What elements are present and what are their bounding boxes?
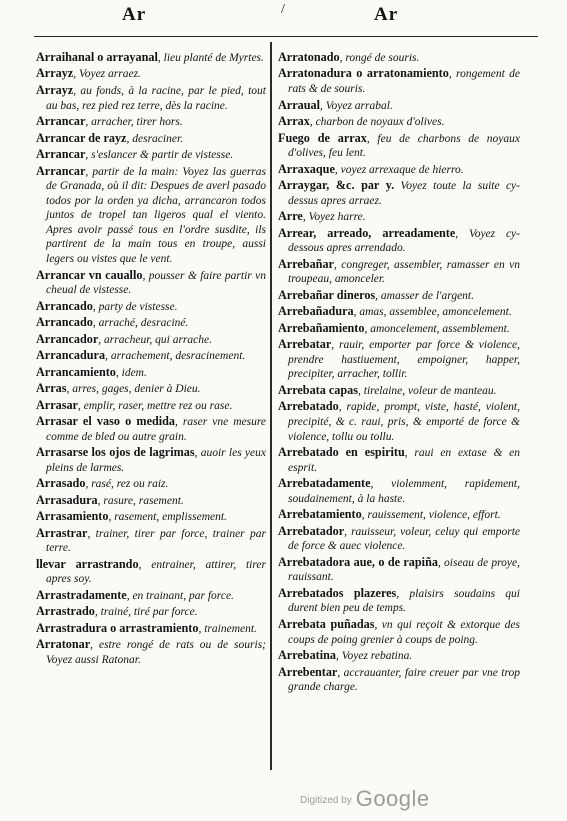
entry-definition: Voyez toute la suite cy-dessus apres arraez. [288,180,520,207]
dictionary-entry [36,299,266,315]
entry-headword: Arrancado [36,315,93,330]
watermark-prefix: Digitized by [300,795,352,806]
right-column [278,50,520,696]
dictionary-entry [278,524,520,554]
entry-headword: Arrebatadamente [278,476,371,491]
entry-headword: Arrastrar [36,525,88,540]
entry-headword: Arrebatado [278,399,339,414]
entry-headword: Arrancamiento [36,364,116,379]
entry-headword: Arrancador [36,331,99,346]
entry-headword: Arratonado [278,50,340,64]
dictionary-entry [278,445,520,475]
entry-headword: Arrebañadura [278,304,354,319]
entry-definition: , arres, gages, denier à Dieu. [66,383,201,396]
entry-headword: Arrebañar [278,256,334,271]
entry-definition: , estre rongé de rats ou de souris; Voyez aussi Ratonar. [46,639,266,666]
dictionary-entry [36,114,266,130]
dictionary-entry [278,665,520,695]
dictionary-entry [36,348,266,364]
entry-definition: , arracher, tirer hors. [85,116,183,129]
dictionary-entry [36,315,266,331]
dictionary-entry [36,332,266,348]
dictionary-entry [36,509,266,525]
watermark-brand: Google [355,786,430,811]
entry-headword: Arrayz [36,82,74,97]
dictionary-entry [36,365,266,381]
entry-definition: , plaisirs soudains qui durent bien peu de temps. [288,587,520,615]
entry-headword: Arrebata capas [278,382,358,397]
dictionary-entry [278,209,520,225]
entry-headword: Arraual [278,97,320,112]
entry-definition: , accrauanter, faire creuer par vne trop grande charge. [288,666,520,694]
entry-definition: , rauisseur, voleur, celuy qui emporte de force & auec violence. [288,525,520,553]
entry-headword: Arraihanal o arrayanal [36,50,158,64]
dictionary-entry [278,399,520,444]
entry-headword: Fuego de arrax [278,130,367,145]
entry-definition: , lieu planté de Myrtes. [157,52,264,64]
entry-definition: , auoir les yeux pleins de larmes. [46,447,266,474]
entry-definition: , pousser & faire partir vn cheual de vistesse. [46,269,266,297]
entry-headword: Arrebatina [278,648,336,663]
dictionary-entry [36,476,266,492]
dictionary-entry [36,83,266,113]
entry-headword: Arraxaque [278,161,335,176]
entry-headword: Arrastrado [36,604,95,619]
dictionary-entry [36,50,266,66]
entry-definition: , party de vistesse. [92,300,178,313]
dictionary-entry [36,147,266,163]
entry-headword: Arrebatados plazeres [278,585,397,600]
entry-definition: , s'eslancer & partir de vistesse. [85,149,234,162]
entry-definition: , trainé, tiré par force. [94,606,198,619]
entry-definition: , congreger, assembler, ramasser en vn troupeau, amonceler. [288,258,520,286]
entry-headword: Arrasar el vaso o medida [36,414,176,429]
dictionary-entry [36,268,266,298]
left-column [36,50,266,668]
entry-headword: Arrasadura [36,492,98,507]
dictionary-entry [278,178,520,208]
dictionary-entry [36,66,266,82]
entry-definition: , oiseau de proye, rauissant. [288,556,520,584]
entry-headword: Arrancar [36,163,86,178]
entry-headword: Arrayz [36,66,74,81]
entry-definition: , Voyez cy-dessous apres arrendado. [288,227,520,255]
entry-definition: , feu de charbons de noyaux d'olives, feu lent. [288,132,520,160]
dictionary-entry [36,381,266,397]
entry-headword: llevar arrastrando [36,556,139,571]
header-mark: / [281,2,286,17]
entry-definition: , au fonds, à la racine, par le pied, tout au bas, rez pied rez terre, dès la racine. [46,84,266,112]
entry-definition: , Voyez harre. [302,211,366,224]
entry-definition: , Voyez arraez. [73,68,141,81]
dictionary-entry [36,493,266,509]
entry-headword: Arratonar [36,637,91,652]
entry-headword: Arrastradura o arrastramiento [36,620,199,635]
dictionary-entry [36,398,266,414]
entry-definition: , Voyez arrabal. [319,99,393,112]
header-rule [34,36,538,37]
entry-headword: Arrebatador [278,523,345,538]
dictionary-entry [36,637,266,667]
entry-definition: , rapide, prompt, viste, hasté, violent, precipité, & c. raui, pris, & emporté de force & violence, tollu ou tollu. [288,401,520,443]
entry-definition: , en trainant, par force. [126,589,234,602]
dictionary-entry [278,131,520,161]
entry-headword: Arrax [278,114,310,129]
entry-headword: Arrancar [36,147,86,162]
entry-definition: , partir de la main: Voyez las guerras de Granada, où il dit: Despues de averl pasado todos por la orden ya dicha, arrancaron todos juntos de tropel tan ligeros qual el viento. Apres avoir passé tous en l'ordre susdite, ils partirent de la main tous en troupe, aussi legers ou vistes que le vent. [46,165,266,266]
entry-headword: Arrebentar [278,664,338,679]
entry-headword: Arrear, arreado, arreadamente [278,225,456,240]
entry-headword: Arras [36,381,67,396]
dictionary-entry [278,555,520,585]
entry-headword: Arrastradamente [36,587,127,602]
entry-definition: , rasure, rasement. [97,494,184,507]
dictionary-entry [278,648,520,664]
dictionary-entry [36,131,266,147]
column-divider [270,42,272,770]
header-left: Ar [122,4,147,25]
entry-definition: , violemment, rapidement, soudainement, à la haste. [288,478,520,505]
dictionary-entry [278,50,520,66]
entry-definition: , Voyez rebatina. [336,650,413,663]
dictionary-entry [278,476,520,506]
dictionary-entry [36,621,266,637]
dictionary-entry [278,66,520,96]
dictionary-entry [36,164,266,267]
entry-definition: , idem. [115,366,147,379]
dictionary-entry [278,337,520,382]
entry-definition: , desraciner. [126,132,184,145]
dictionary-entry [278,304,520,320]
entry-definition: , tirelaine, voleur de manteau. [358,384,497,397]
entry-definition: , raui en extase & en esprit. [288,447,521,474]
digitized-watermark [300,786,430,812]
entry-headword: Arrebatadora aue, o de rapiña [278,554,438,569]
entry-definition: , rauissement, violence, effort. [361,509,501,522]
entry-definition: , arraché, desraciné. [92,317,189,330]
dictionary-entry [278,383,520,399]
dictionary-entry [36,445,266,475]
entry-headword: Arrebañar dineros [278,287,376,302]
entry-definition: , trainement. [198,622,257,635]
dictionary-entry [278,586,520,616]
dictionary-entry [278,226,520,256]
entry-headword: Arrebatar [278,337,332,352]
entry-headword: Arrebata puñadas [278,616,375,631]
entry-definition: , rasement, emplissement. [108,511,227,524]
entry-headword: Arrebatamiento [278,507,362,522]
dictionary-entry [36,557,266,587]
entry-definition: , vn qui reçoit & extorque des coups de poing grenier à coups de poing. [288,618,520,646]
entry-definition: , amas, assemblee, amoncelement. [353,306,512,319]
entry-definition: , rasé, rez ou raiz. [85,478,169,491]
entry-headword: Arrasarse los ojos de lagrimas [36,445,195,460]
entry-definition: , entrainer, attirer, tirer apres soy. [46,558,266,586]
dictionary-entry [278,321,520,337]
running-header [0,2,567,30]
dictionary-entry [36,588,266,604]
entry-headword: Arratonadura o arratonamiento [278,66,449,81]
entry-headword: Arrancar vn cauallo [36,267,143,282]
entry-definition: , voyez arrexaque de hierro. [334,163,464,176]
entry-definition: , trainer, tirer par force, trainer par terre. [46,527,266,555]
entry-headword: Arrasamiento [36,509,109,524]
entry-definition: , amasser de l'argent. [375,289,474,302]
entry-headword: Arrebatado en espiritu [278,445,405,460]
entry-headword: Arrancar [36,114,86,129]
header-right: Ar [374,4,399,25]
dictionary-entry [36,604,266,620]
entry-definition: , amoncelement, assemblement. [364,322,510,335]
entry-definition: , rongé de souris. [339,52,420,64]
entry-headword: Arrasar [36,397,78,412]
entry-definition: , raser vne mesure comme de bled ou autre grain. [46,416,266,443]
dictionary-entry [36,414,266,444]
entry-definition: , arracheur, qui arrache. [98,333,212,346]
dictionary-entry [36,526,266,556]
entry-definition: , arrachement, desracinement. [105,350,246,363]
entry-headword: Arraygar, &c. par y. [278,178,395,193]
entry-headword: Arrancado [36,298,93,313]
entry-headword: Arre [278,209,303,224]
dictionary-entry [278,114,520,130]
entry-definition: , rauir, emporter par force & violence, prendre hastiuement, empoigner, happer, precipiter, arracher, tollir. [288,339,520,381]
entry-headword: Arrancadura [36,348,106,363]
entry-headword: Arrasado [36,476,86,491]
dictionary-entry [278,98,520,114]
entry-headword: Arrancar de rayz [36,130,127,145]
dictionary-entry [278,162,520,178]
entry-definition: , emplir, raser, mettre rez ou rase. [77,399,233,412]
dictionary-entry [278,507,520,523]
dictionary-entry [278,257,520,287]
dictionary-entry [278,288,520,304]
entry-definition: , charbon de noyaux d'olives. [309,116,445,129]
entry-definition: , rongement de rats & de souris. [288,68,520,96]
entry-headword: Arrebañamiento [278,320,365,335]
dictionary-entry [278,617,520,647]
